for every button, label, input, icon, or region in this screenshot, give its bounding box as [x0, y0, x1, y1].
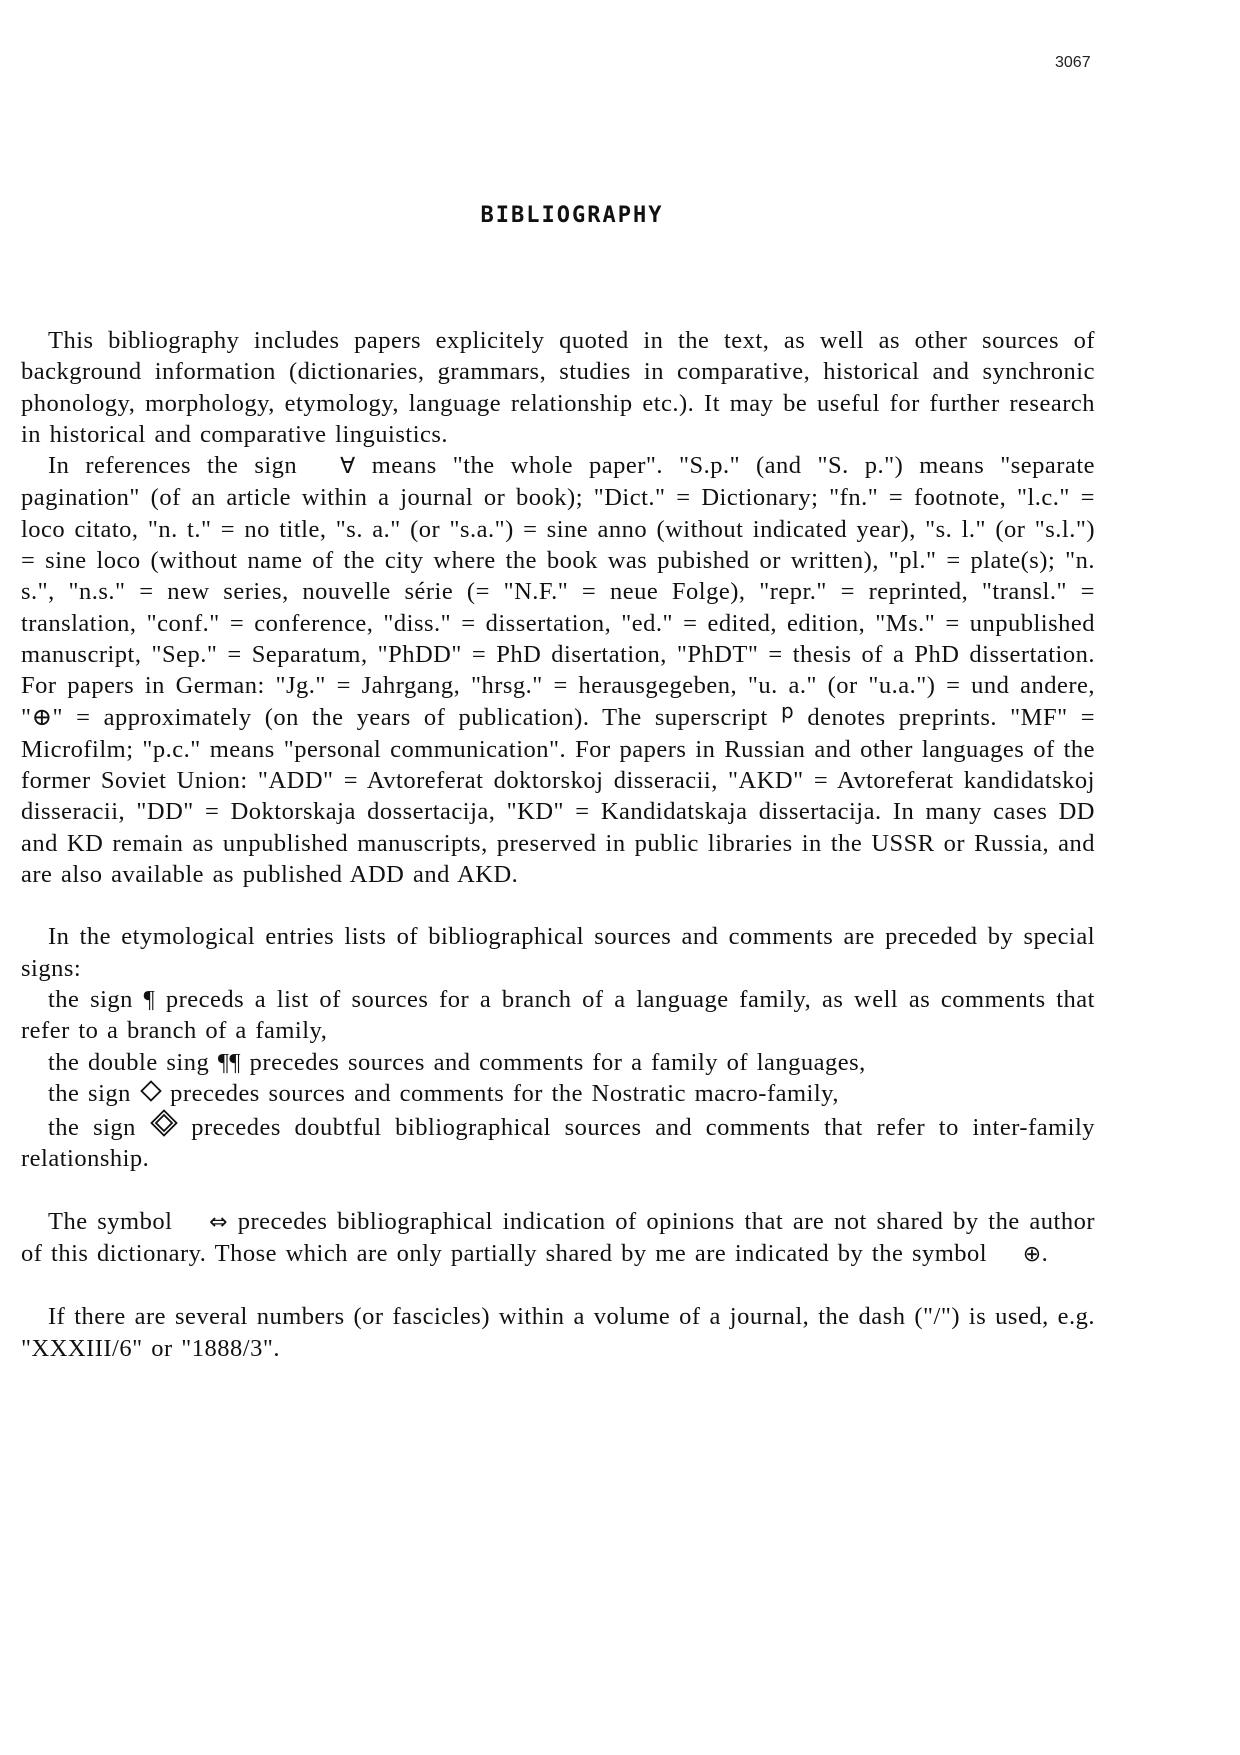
- symbols-text-start: The symbol: [48, 1207, 173, 1235]
- page-title: BIBLIOGRAPHY: [480, 203, 664, 228]
- body-text: [21, 325, 1095, 1364]
- double-diamond-icon: [150, 1109, 178, 1137]
- nostratic-sign-text-end: precedes sources and comments for the Nostratic macro-family,: [170, 1079, 839, 1107]
- page-number: 3067: [1055, 54, 1091, 71]
- diamond-icon: [140, 1080, 162, 1102]
- intro-paragraph: This bibliography includes papers explicitely quoted in the text, as well as other sources of background information (dictionaries, grammars, studies in comparative, historical and synchronic phonology, morphology, etymology, language relationship etc.). It may be useful for further research in historical and comparative linguistics.: [21, 327, 1095, 448]
- oplus-sign: ⊕: [1022, 1242, 1042, 1268]
- doubtful-sign-text-start: the sign: [48, 1114, 136, 1142]
- symbols-text-end: .: [1041, 1240, 1049, 1268]
- signs-intro-paragraph: In the etymological entries lists of bibliographical sources and comments are preceded by special signs:: [21, 923, 1095, 982]
- double-arrow-sign: ⇔: [209, 1209, 229, 1235]
- superscript-p-sign: p: [781, 698, 795, 723]
- symbols-text-middle: precedes bibliographical indication of opinions that are not shared by the author of this dictionary. Those which are only partially shared by me are indicated by the symbol: [21, 1207, 1095, 1268]
- branch-sign-paragraph: the sign ¶ preceds a list of sources for a branch of a language family, as well as comments that refer to a branch of a family,: [21, 985, 1095, 1045]
- abbreviations-text-end: denotes preprints. "MF" = Microfilm; "p.c." means "personal communication". For papers in Russian and other languages of the former Soviet Union: "ADD" = Avtoreferat doktorskoj disseracii, "AKD" = Avtoreferat kandidatskoj disseracii, "DD" = Doktorskaja dossertacija, "KD" = Kandidatskaja dissertacija. In many cases DD and KD remain as unpublished manuscripts, preserved in public libraries in the USSR or Russia, and are also available as published ADD and AKD.: [21, 703, 1096, 889]
- nostratic-sign-text-start: the sign: [48, 1079, 131, 1107]
- nostratic-sign-paragraph: [21, 1078, 1095, 1109]
- doubtful-sign-paragraph: [21, 1109, 1095, 1175]
- symbols-paragraph: [21, 1206, 1095, 1271]
- family-sign-paragraph: the double sing ¶¶ precedes sources and comments for a family of languages,: [48, 1048, 866, 1076]
- abbreviations-text-middle: means "the whole paper". "S.p." (and "S. p.") means "separate pagination" (of an article within a journal or book); "Dict." = Dictionary; "fn." = footnote, "l.c." = loco citato, "n. t." = no title, "s. a." (or "s.a.") = sine anno (without indicated year), "s. l." (or "s.l.") = sine loco (without name of the city where the book was pubished or written), "pl." = plate(s); "n. s.", "n.s." = new series, nouvelle série (= "N.F." = neue Folge), "repr." = reprinted, "transl." = translation, "conf." = conference, "diss." = dissertation, "ed." = edited, edition, "Ms." = unpublished manuscript, "Sep." = Separatum, "PhDD" = PhD disertation, "PhDT" = thesis of a PhD dissertation. For papers in German: "Jg." = Jahrgang, "hrsg." = herausgegeben, "u. a." (or "u.a.") = und andere, "⊕" = approximately (on the years of publication). The superscript: [21, 452, 1096, 731]
- forall-sign: ∀: [340, 454, 356, 480]
- doubtful-sign-text-end: precedes doubtful bibliographical sources and comments that refer to inter-family relationship.: [21, 1114, 1096, 1173]
- abbreviations-paragraph: [21, 450, 1095, 890]
- fascicles-paragraph: If there are several numbers (or fascicles) within a volume of a journal, the dash ("/") is used, e.g. "XXXIII/6" or "1888/3".: [21, 1303, 1095, 1362]
- abbreviations-text-start: In references the sign: [48, 452, 298, 480]
